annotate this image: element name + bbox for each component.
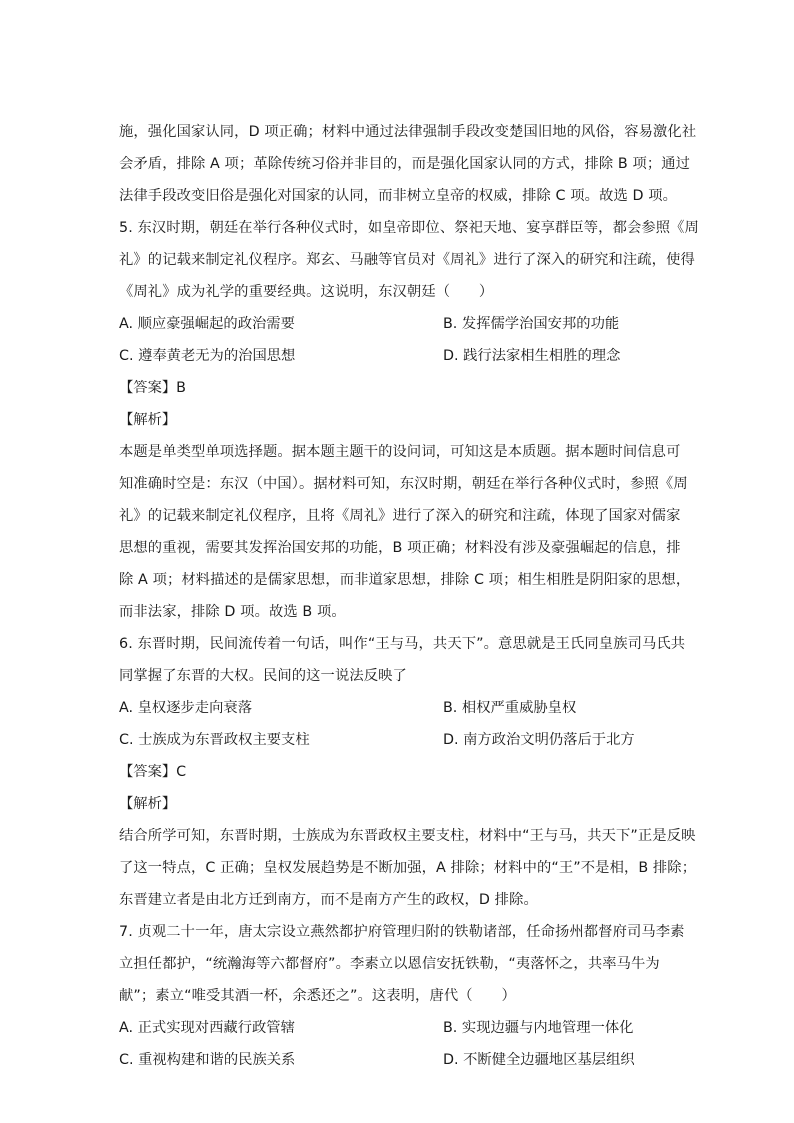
q6-analysis-label: 【解析】: [119, 796, 177, 812]
q7-option-b: B. 实现边疆与内地管理一体化: [443, 1020, 634, 1036]
intro-line-1: 施，强化国家认同，D 项正确；材料中通过法律强制手段改变楚国旧地的风俗，容易激化社: [119, 124, 697, 140]
q6-option-d: D. 南方政治文明仍落后于北方: [443, 732, 635, 748]
q6-analysis-line-1: 结合所学可知，东晋时期，士族成为东晋政权主要支柱，材料中“王与马，共天下”正是反映: [119, 828, 696, 844]
q6-option-c: C. 士族成为东晋政权主要支柱: [119, 732, 310, 748]
q5-analysis-line-1: 本题是单类型单项选择题。据本题主题干的设问词，可知这是本质题。据本题时间信息可: [119, 444, 681, 460]
q5-analysis-line-3: 礼》的记载来制定礼仪程序，且将《周礼》进行了深入的研究和注疏，体现了国家对儒家: [119, 508, 681, 524]
q5-analysis-line-4: 思想的重视，需要其发挥治国安邦的功能，B 项正确；材料没有涉及豪强崛起的信息，排: [119, 540, 681, 556]
q5-analysis-line-5: 除 A 项；材料描述的是儒家思想，而非道家思想，排除 C 项；相生相胜是阴阳家的思想，: [119, 572, 691, 588]
q6-option-b: B. 相权严重威胁皇权: [443, 700, 577, 716]
q7-stem-line-2: 立担任都护，“统瀚海等六都督府”。李素立以恩信安抚铁勒，“夷落怀之，共率马牛为: [119, 956, 660, 972]
q5-answer: 【答案】B: [119, 380, 186, 396]
q6-stem-line-2: 同掌握了东晋的大权。民间的这一说法反映了: [119, 668, 407, 684]
q5-stem-line-3: 《周礼》成为礼学的重要经典。这说明，东汉朝廷（ ）: [119, 284, 494, 300]
q5-analysis-line-2: 知准确时空是：东汉（中国）。据材料可知，东汉时期，朝廷在举行各种仪式时，参照《周: [119, 476, 688, 492]
q5-option-d: D. 践行法家相生相胜的理念: [443, 348, 621, 364]
q7-stem-line-3: 献”；素立“唯受其酒一杯，余悉还之”。这表明，唐代（ ）: [119, 988, 516, 1004]
intro-line-3: 法律手段改变旧俗是强化对国家的认同，而非树立皇帝的权威，排除 C 项。故选 D 项。: [119, 188, 678, 204]
q5-stem-line-1: 5. 东汉时期，朝廷在举行各种仪式时，如皇帝即位、祭祀天地、宴享群臣等，都会参照《周: [119, 220, 699, 236]
q5-stem-line-2: 礼》的记载来制定礼仪程序。郑玄、马融等官员对《周礼》进行了深入的研究和注疏，使得: [119, 252, 695, 268]
q6-stem-line-1: 6. 东晋时期，民间流传着一句话，叫作“王与马，共天下”。意思就是王氏同皇族司马氏共: [119, 636, 686, 652]
q6-analysis-line-2: 了这一特点，C 正确；皇权发展趋势是不断加强，A 排除；材料中的“王”不是相，B 排除；: [119, 860, 697, 876]
q5-option-b: B. 发挥儒学治国安邦的功能: [443, 316, 620, 332]
q7-option-a: A. 正式实现对西藏行政管辖: [119, 1020, 295, 1036]
q7-stem-line-1: 7. 贞观二十一年，唐太宗设立燕然都护府管理归附的铁勒诸部，任命扬州都督府司马李素: [119, 924, 685, 940]
q7-option-c: C. 重视构建和谐的民族关系: [119, 1052, 296, 1068]
q5-analysis-label: 【解析】: [119, 412, 177, 428]
q5-option-a: A. 顺应豪强崛起的政治需要: [119, 316, 295, 332]
intro-line-2: 会矛盾，排除 A 项；革除传统习俗并非目的，而是强化国家认同的方式，排除 B 项；通过: [119, 156, 691, 172]
q6-answer: 【答案】C: [119, 764, 187, 780]
q6-analysis-line-3: 东晋建立者是由北方迁到南方，而不是南方产生的政权，D 排除。: [119, 892, 538, 908]
q5-option-c: C. 遵奉黄老无为的治国思想: [119, 348, 296, 364]
q5-analysis-line-6: 而非法家，排除 D 项。故选 B 项。: [119, 604, 346, 620]
q7-option-d: D. 不断健全边疆地区基层组织: [443, 1052, 635, 1068]
q6-option-a: A. 皇权逐步走向衰落: [119, 700, 252, 716]
